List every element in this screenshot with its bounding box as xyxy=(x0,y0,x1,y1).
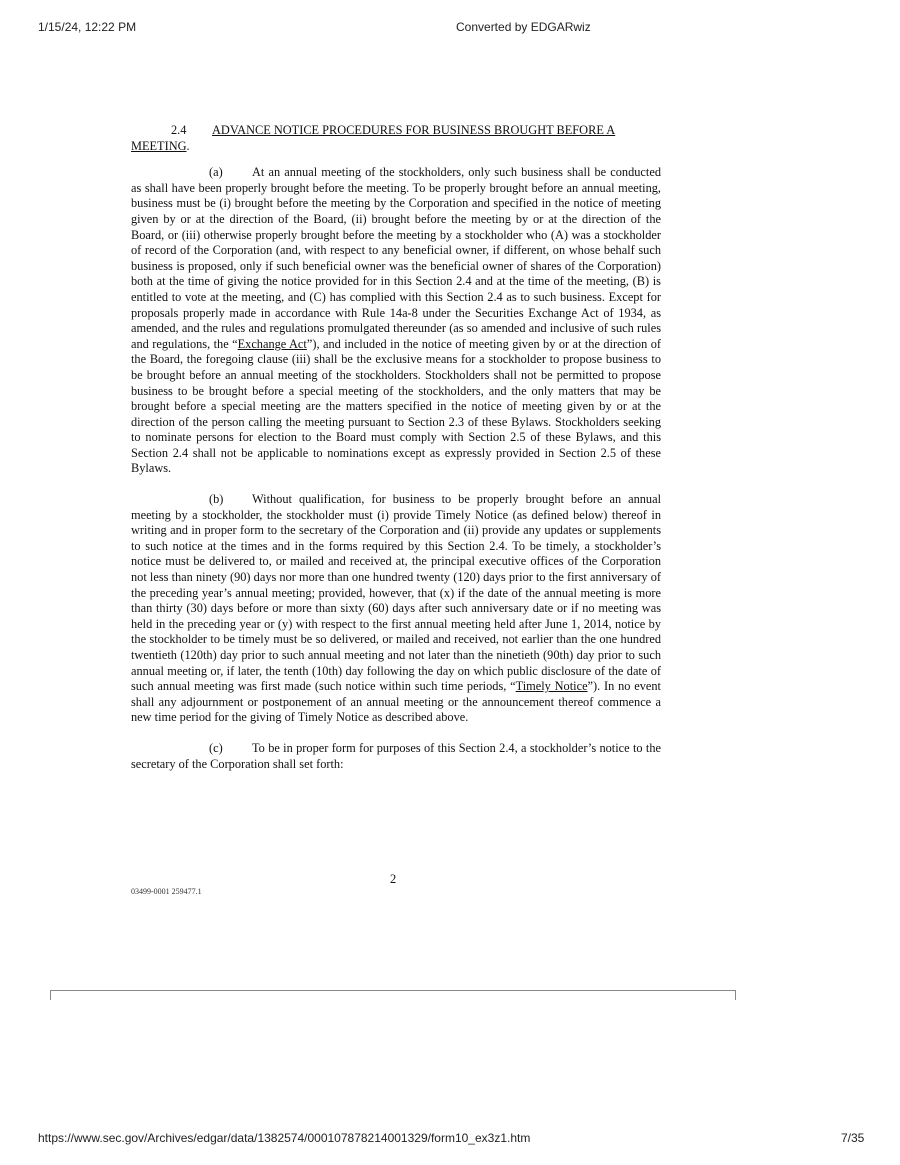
document-body xyxy=(131,123,661,787)
defined-term-timely-notice: Timely Notice xyxy=(515,679,588,694)
document-id: 03499-0001 259477.1 xyxy=(131,887,202,896)
paragraph-b-text-1: Without qualification, for business to be properly brought before an annual meeting by a stockholder, the stockholder must (i) provide Timely Notice (as defined below) thereof in writing and in proper form to the secretary of the Corporation and (ii) provide any updates or supplements to such notice at the times and in the forms required by this Section 2.4. To be timely, a stockholder’s notice must be delivered to, or mailed and received at, the principal executive offices of the Corporation not less than ninety (90) days nor more than one hundred twenty (120) days prior to the first anniversary of the preceding year’s annual meeting; provided, however, that (x) if the date of the annual meeting is more than thirty (30) days before or more than sixty (60) days after such anniversary date or if no meeting was held in the preceding year or (y) with respect to the first annual meeting held after June 1, 2014, notice by the stockholder to be timely must be so delivered, or mailed and received, not earlier than the one hundred twentieth (120th) day prior to such annual meeting and not later than the ninetieth (90th) day prior to such annual meeting or, if later, the tenth (10th) day following the day on which public disclosure of the date of such annual meeting was first made (such notice within such time periods, “ xyxy=(131,492,661,694)
print-datetime: 1/15/24, 12:22 PM xyxy=(38,20,137,34)
section-number: 2.4 xyxy=(171,123,187,137)
section-heading xyxy=(131,123,661,154)
paragraph-b-label: (b) xyxy=(209,492,224,507)
paragraph-a-text-2: ”), and included in the notice of meeting given by or at the direction of the Board, the foregoing clause (iii) shall be the exclusive means for a stockholder to propose business to be brought before an annual meeting of the stockholders. Stockholders shall not be permitted to propose business to be brought before a special meeting of the stockholders, and the only matters that may be brought before a special meeting are the matters specified in the notice of meeting given by or at the direction of the person calling the meeting pursuant to Section 2.3 of these Bylaws. Stockholders seeking to nominate persons for election to the Board must comply with Section 2.5 of these Bylaws, and this Section 2.4 shall not be applicable to nominations except as expressly provided in Section 2.5 of these Bylaws. xyxy=(131,336,661,476)
section-title-period: . xyxy=(186,138,190,153)
paragraph-c-label: (c) xyxy=(209,740,223,755)
paragraph-c xyxy=(131,741,661,772)
paragraph-b-text-2: ”). In no event shall any adjournment or postponement of an annual meeting or the announcement thereof commence a new time period for the giving of Timely Notice as described above. xyxy=(131,679,661,725)
print-page-indicator: 7/35 xyxy=(841,1131,865,1145)
paragraph-a-label: (a) xyxy=(209,165,223,180)
paragraph-b xyxy=(131,492,661,726)
print-page-title: Converted by EDGARwiz xyxy=(456,20,591,34)
page-number: 2 xyxy=(390,872,397,886)
print-url: https://www.sec.gov/Archives/edgar/data/1382574/000107878214001329/form10_ex3z1.htm xyxy=(38,1131,531,1145)
section-title: ADVANCE NOTICE PROCEDURES FOR BUSINESS BROUGHT BEFORE A MEETING xyxy=(131,123,616,153)
paragraph-a-text-1: At an annual meeting of the stockholders, only such business shall be conducted as shall have been properly brought before the meeting. To be properly brought before an annual meeting, business must be (i) brought before the meeting by the Corporation and specified in the notice of meeting given by or at the direction of the Board, (ii) brought before the meeting by or at the direction of the Board, or (iii) otherwise properly brought before the meeting by a stockholder who (A) was a stockholder of record of the Corporation (and, with respect to any beneficial owner, if different, on whose behalf such business is proposed, only if such beneficial owner was the beneficial owner of shares of the Corporation) both at the time of giving the notice provided for in this Section 2.4 and at the time of the meeting, (B) is entitled to vote at the meeting, and (C) has complied with this Section 2.4 as to such business. Except for proposals properly made in accordance with Rule 14a-8 under the Securities Exchange Act of 1934, as amended, and the rules and regulations promulgated thereunder (as so amended and inclusive of such rules and regulations, the “ xyxy=(131,165,661,351)
defined-term-exchange-act: Exchange Act xyxy=(237,336,307,351)
paragraph-a xyxy=(131,165,661,477)
paragraph-c-text: To be in proper form for purposes of this Section 2.4, a stockholder’s notice to the secretary of the Corporation shall set forth: xyxy=(131,740,661,771)
page-break-frame xyxy=(50,990,736,1000)
